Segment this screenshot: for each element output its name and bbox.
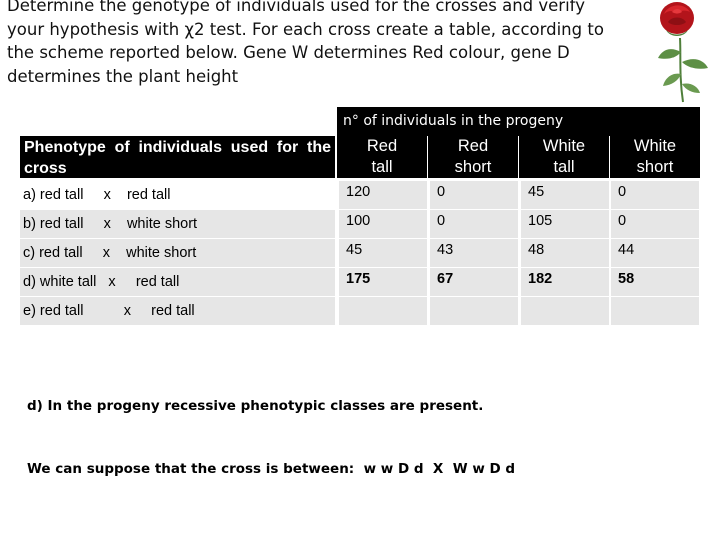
- column-header-line: Red: [366, 137, 398, 155]
- instructions-text: [7, 0, 607, 88]
- table-row-label: b) red tall x white short: [20, 210, 335, 238]
- answer-line-2: We can suppose that the cross is between: w w D d X W w D d: [27, 461, 516, 477]
- table-cell: 45: [521, 181, 609, 209]
- column-header-white-short: [610, 136, 700, 178]
- table-cell: 0: [611, 210, 699, 238]
- instructions-line-1: Determine the genotype of individuals used for the crosses and verify: [7, 0, 585, 15]
- column-header-line: tall: [371, 158, 393, 176]
- column-header-red-short: [428, 136, 518, 178]
- table-row-label: e) red tall x red tall: [20, 297, 335, 325]
- column-header-red-tall: [337, 136, 427, 178]
- table-cell: 175: [339, 268, 427, 296]
- table-cell: 43: [430, 239, 518, 267]
- rose-image: [650, 0, 712, 104]
- column-header-line: short: [454, 158, 492, 176]
- table-cell: [430, 297, 518, 325]
- table-cell: 67: [430, 268, 518, 296]
- table-row-label: d) white tall x red tall: [20, 268, 335, 296]
- phenotype-header: Phenotype of individuals used for the cross: [20, 136, 335, 178]
- table-cell: 0: [430, 210, 518, 238]
- column-header-line: White: [542, 137, 586, 155]
- table-row-label: a) red tall x red tall: [23, 187, 171, 203]
- column-header-white-tall: [519, 136, 609, 178]
- table-cell: 120: [339, 181, 427, 209]
- table-cell: 0: [430, 181, 518, 209]
- table-cell: [611, 297, 699, 325]
- table-cell: 105: [521, 210, 609, 238]
- table-cell: 44: [611, 239, 699, 267]
- table-cell: 45: [339, 239, 427, 267]
- answer-note: [27, 354, 515, 501]
- table-cell: 100: [339, 210, 427, 238]
- table-cell: [339, 297, 427, 325]
- progeny-header: n° of individuals in the progeny: [337, 107, 700, 136]
- table-cell: 0: [611, 181, 699, 209]
- column-header-line: White: [633, 137, 677, 155]
- instructions-line-4: determines the plant height: [7, 66, 239, 86]
- column-header-line: Red: [457, 137, 489, 155]
- table-cell: [521, 297, 609, 325]
- instructions-line-3: the scheme reported below. Gene W determines Red colour, gene D: [7, 43, 570, 62]
- table-cell: 58: [611, 268, 699, 296]
- table-row-label: c) red tall x white short: [20, 239, 335, 267]
- column-header-line: tall: [553, 158, 575, 176]
- instructions-line-2: your hypothesis with χ2 test. For each cross create a table, according to: [7, 19, 604, 39]
- answer-line-1: d) In the progeny recessive phenotypic classes are present.: [27, 398, 484, 414]
- table-cell: 182: [521, 268, 609, 296]
- column-header-line: short: [636, 158, 674, 176]
- table-cell: 48: [521, 239, 609, 267]
